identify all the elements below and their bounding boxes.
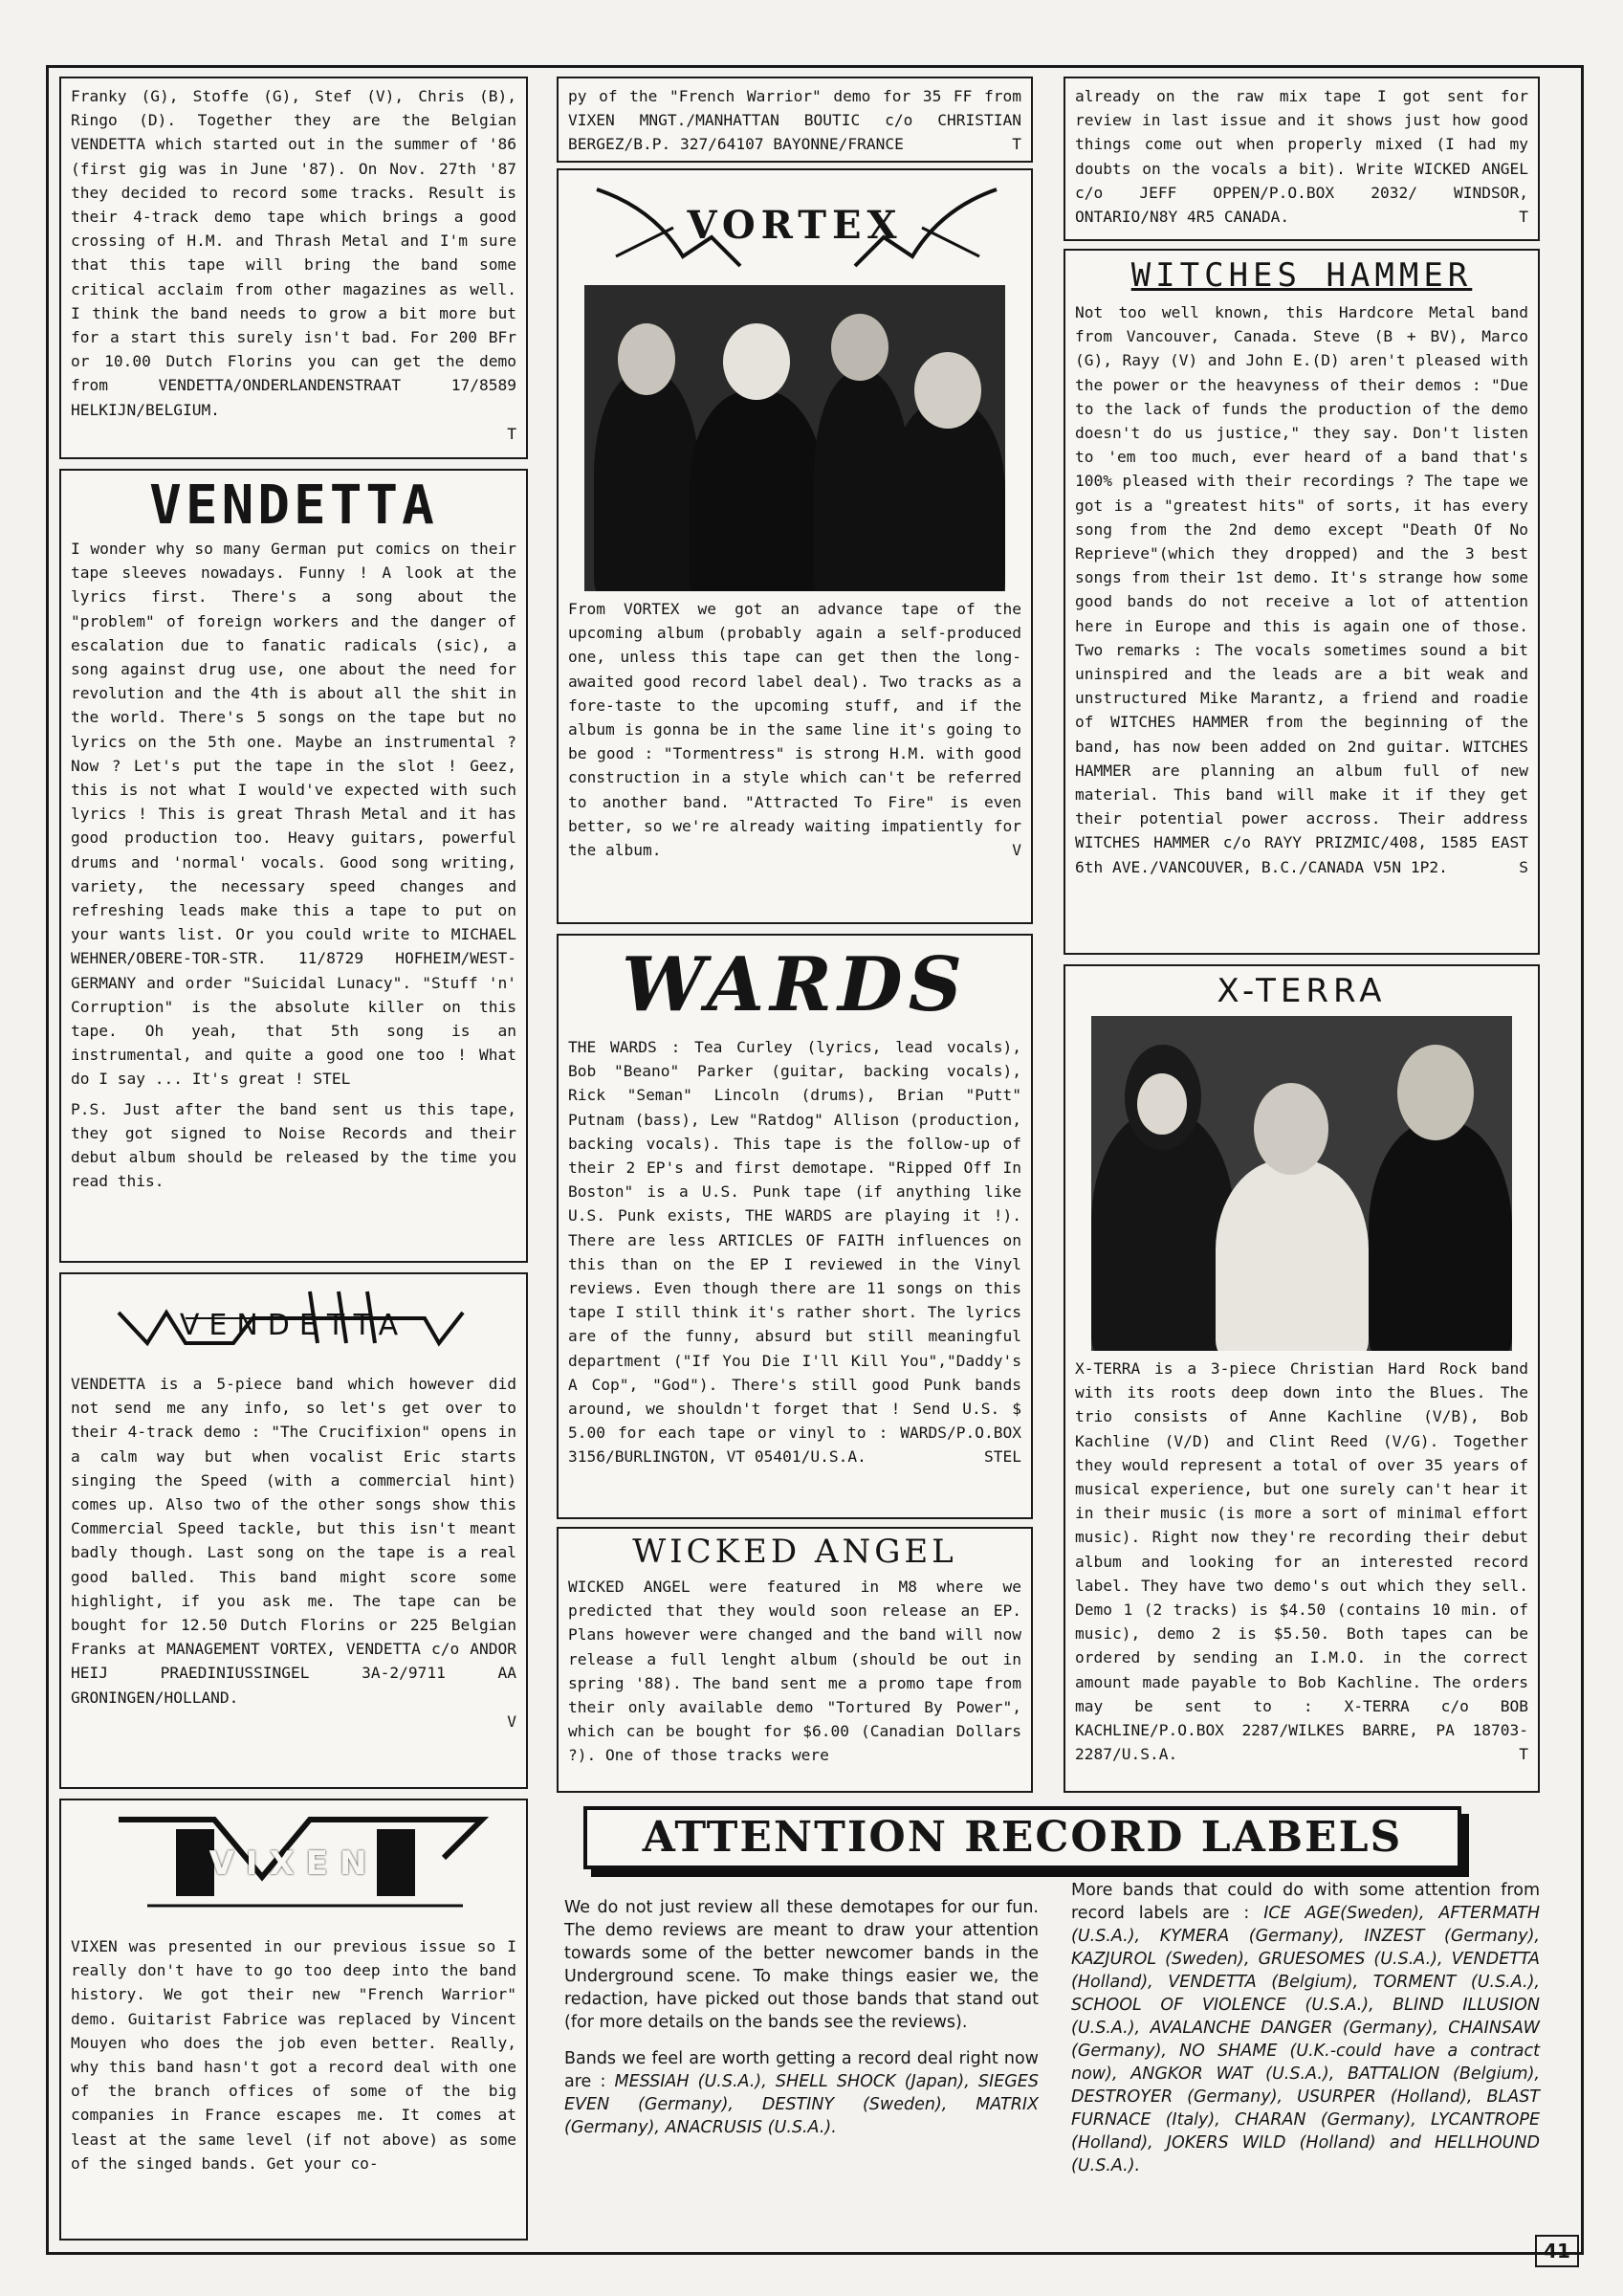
wards-review — [557, 934, 1033, 1519]
franky-review-box — [59, 77, 528, 459]
reviewer-signature: V — [1012, 841, 1021, 860]
reviewer-signature: T — [1519, 1745, 1528, 1764]
reviewer-signature: S — [1519, 857, 1528, 876]
wicked-angel-logo: WICKED ANGEL — [632, 1533, 957, 1571]
wards-text — [559, 1035, 1031, 1473]
vixen-logo — [61, 1800, 526, 1934]
x-terra-review — [1064, 964, 1540, 1793]
witches-hammer-logo: WITCHES HAMMER — [1130, 256, 1473, 295]
attention-more-bands: ICE AGE(Sweden), AFTERMATH (U.S.A.), KYMERA (Germany), INZEST (Germany), KAZJUROL (Sweden), GRUESOMES (U.S.A.), VENDETTA (Holland), VENDETTA (Belgium), TORMENT (U.S.A.), SCHOOL OF VIOLENCE (U.S.A.), BLIND ILLUSION (U.S.A.), AVALANCHE DANGER (Germany), CHAINSAW (Germany), NO SHAME (U.K.-could have a contract now), ANGKOR WAT (U.S.A.), BATTALION (Belgium), DESTROYER (Germany), USURPER (Holland), BLAST FURNACE (Italy), CHARAN (Germany), LYCANTROPE (Holland), JOKERS WILD (Holland) and HELLHOUND (U.S.A.). — [1071, 1904, 1540, 2175]
vixen-review — [59, 1799, 528, 2241]
attention-left-column — [564, 1896, 1039, 2139]
wards-body: THE WARDS : Tea Curley (lyrics, lead vocals), Bob "Beano" Parker (guitar, backing vocals), Rick "Seman" Lincoln (drums), Brian "Putt" Putnam (bass), Lew "Ratdog" Allison (production, backing vocals). This tape is the follow-up of their 2 EP's and first demotape. "Ripped Off In Boston" is a U.S. Punk tape (if anything like U.S. Punk exists, THE WARDS are playing it !). There are less ARTICLES OF FAITH influences on this than on the EP I reviewed in the Vinyl reviews. Even though there are 11 songs on this tape I still think it's rather short. The lyrics are of the funny, absurd but still meaningful department ("If You Die I'll Kill You","Daddy's A Cop", "God"). There's still good Punk bands around, we shouldn't forget that ! Send U.S. $ 5.00 for each tape or vinyl to : WARDS/P.O.BOX 3156/BURLINGTON, VT 05401/U.S.A. — [568, 1038, 1021, 1467]
vortex-logo — [559, 170, 1031, 285]
vixen-body: VIXEN was presented in our previous issue so I really don't have to go too deep into the band history. We got their new "French Warrior" demo. Guitarist Fabrice was replaced by Vincent Mouyen who does the job even better. Really, why this band hasn't got a record deal with one of the branch offices of some of the big companies in France escapes me. It comes at least at the same level (if not above) as some of the singed bands. Get your co- — [71, 1937, 516, 2173]
vixen-logo-text: VIXEN — [208, 1844, 379, 1883]
vortex-text — [559, 591, 1031, 866]
vortex-review — [557, 168, 1033, 924]
vixen-continued-body: py of the "French Warrior" demo for 35 FF from VIXEN MNGT./MANHATTAN BOUTIC c/o CHRISTIAN BERGEZ/B.P. 327/64107 BAYONNE/FRANCE — [568, 87, 1021, 154]
attention-banner-text: ATTENTION RECORD LABELS — [642, 1813, 1403, 1862]
vendetta-german-ps: P.S. Just after the band sent us this tape, they got signed to Noise Records and their debut album should be released by the time you read this. — [71, 1099, 516, 1191]
vendetta-belgian-text — [61, 1366, 526, 1737]
vortex-body: From VORTEX we got an advance tape of the upcoming album (probably again a self-produced one, unless this tape can get then the long-awaited good record label deal). Two tracks as a fore-taste to the upcoming stuff, and if the album is gonna be in the same line it's going to be good : "Tormentress" is strong H.M. with good construction in a style which can't be referred to another band. "Attracted To Fire" is even better, so we're already waiting impatiently for the album. — [568, 600, 1021, 860]
vendetta-belgian-logo-text: VENDETTA — [179, 1309, 408, 1342]
reviewer-signature: V — [507, 1711, 516, 1731]
attention-more-intro: More bands that could do with some attention from record labels are : — [1071, 1881, 1540, 1923]
reviewer-signature: T — [1012, 135, 1021, 154]
reviewer-signature: STEL — [984, 1447, 1021, 1467]
vixen-continued-text — [559, 78, 1031, 161]
x-terra-logo: X-TERRA — [1217, 972, 1387, 1010]
witches-hammer-body: Not too well known, this Hardcore Metal band from Vancouver, Canada. Steve (B + BV), Marco (G), Rayy (V) and John E.(D) aren't pleased with the power or the heavyness of their demos : "Due to the lack of funds the production of the demo doesn't do us justice," they say. Don't listen to 'em too much, ever heard of a band that's 100% pleased with their recordings ? The tape we got is a "greatest hits" of sorts, it has every song from the 2nd demo except "Death Of No Reprieve"(which they dropped) and the 3 best songs from their 1st demo. It's strange how some good bands do not receive a lot of attention here in Europe and this is again one of those. Two remarks : The vocals sometimes sound a bit uninspired and the leads are a bit weak and unstructured Mike Marantz, a friend and roadie of WITCHES HAMMER from the beginning of the band, has now been added on 2nd guitar. WITCHES HAMMER are planning an album full of new material. This band will make it if they get their potential power accross. Their address WITCHES HAMMER c/o RAYY PRIZMIC/408, 1585 EAST 6th AVE./VANCOUVER, B.C./CANADA V5N 1P2. — [1075, 303, 1528, 876]
vendetta-belgian-logo — [61, 1284, 526, 1366]
vixen-continued-box — [557, 77, 1033, 163]
page-number: 41 — [1535, 2235, 1579, 2267]
vortex-logo-text: VORTEX — [687, 203, 903, 248]
vendetta-belgian-body: VENDETTA is a 5-piece band which however did not send me any info, so let's get over to their 4-track demo : "The Crucifixion" opens in a calm way but when vocalist Eric starts singing the Speed (with a commercial hint) comes up. Also two of the other songs show this Commercial Speed tackle, but this isn't meant badly though. Last song on the tape is a real good balled. This band might score some highlight, if you ask me. The tape can be bought for 12.50 Dutch Florins or 225 Belgian Franks at MANAGEMENT VORTEX, VENDETTA c/o ANDOR HEIJ PRAEDINIUSSINGEL 3A-2/9711 AA GRONINGEN/HOLLAND. — [71, 1375, 516, 1707]
attention-right-column — [1071, 1879, 1540, 2177]
attention-intro-paragraph: We do not just review all these demotapes for our fun. The demo reviews are meant to draw your attention towards some of the better newcomer bands in the Underground scene. To make things easier we, the redaction, have picked out those bands that stand out (for more details on the bands see the reviews). — [564, 1898, 1039, 2032]
witches-hammer-text — [1065, 300, 1538, 883]
attention-worth-bands: MESSIAH (U.S.A.), SHELL SHOCK (Japan), SIEGES EVEN (Germany), DESTINY (Sweden), MATRIX (Germany), ANACRUSIS (U.S.A.). — [564, 2072, 1039, 2137]
vendetta-belgian-review — [59, 1272, 528, 1789]
vixen-text — [61, 1934, 526, 2179]
attention-worth-intro: Bands we feel are worth getting a record deal right now are : — [564, 2049, 1039, 2091]
x-terra-text — [1065, 1351, 1538, 1770]
x-terra-body: X-TERRA is a 3-piece Christian Hard Rock band with its roots deep down into the Blues. The trio consists of Anne Kachline (V/B), Bob Kachline (V/D) and Clint Reed (V/G). Together they would represent a total of over 35 years of musical experience, but one surely can't hear it in their music (is more a sort of minimal effort music). Right now they're recording their debut album and looking for an interested record label. They have two demo's out which they sell. Demo 1 (2 tracks) is $4.50 (contains 10 min. of music), demo 2 is $5.50. Both tapes can be ordered by sending an I.M.O. in the correct amount made payable to Bob Kachline. The orders may be sent to : X-TERRA c/o BOB KACHLINE/P.O.BOX 2287/WILKES BARRE, PA 18703-2287/U.S.A. — [1075, 1359, 1528, 1764]
attention-banner — [583, 1806, 1461, 1869]
vortex-band-photo — [584, 285, 1005, 591]
wicked-angel-continued-body: already on the raw mix tape I got sent for review in last issue and it shows just how good things come out when properly mixed (I had my doubts on the vocals a bit). Write WICKED ANGEL c/o JEFF OPPEN/P.O.BOX 2032/ WINDSOR, ONTARIO/N8Y 4R5 CANADA. — [1075, 87, 1528, 227]
wards-logo: WARDS — [622, 941, 968, 1028]
reviewer-signature: T — [1519, 208, 1528, 227]
vendetta-logo: VENDETTA — [149, 475, 438, 537]
attention-more-paragraph — [1071, 1879, 1540, 2177]
wicked-angel-continued-text — [1065, 78, 1538, 232]
attention-worth-paragraph — [564, 2047, 1039, 2139]
vendetta-german-review — [59, 469, 528, 1263]
reviewer-signature: T — [507, 424, 516, 443]
vendetta-german-text — [61, 537, 526, 1197]
x-terra-band-photo — [1091, 1016, 1512, 1351]
vendetta-german-body: I wonder why so many German put comics on their tape sleeves nowadays. Funny ! A look at the lyrics first. There's a song about the "problem" of foreign workers and the danger of escalation due to fanatic radicals (sic), a song against drug use, one about the need for revolution and the 4th is about all the shit in the world. There's 5 songs on the tape but no lyrics on the 5th one. Maybe an instrumental ? Now ? Let's put the tape in the slot ! Geez, this is not what I would've expected with such lyrics ! This is great Thrash Metal and it has good production too. Heavy guitars, powerful drums and 'normal' vocals. Good song writing, variety, the necessary speed changes and refreshing leads make this a tape to put on your wants list. Or you could write to MICHAEL WEHNER/OBERE-TOR-STR. 11/8729 HOFHEIM/WEST-GERMANY and order "Suicidal Lunacy". "Stuff 'n' Corruption" is the absolute killer on this tape. Oh yeah, that 5th song is an instrumental, and quite a good one too ! What do I say ... It's great ! STEL — [71, 540, 516, 1089]
witches-hammer-review — [1064, 249, 1540, 955]
franky-review-body: Franky (G), Stoffe (G), Stef (V), Chris (B), Ringo (D). Together they are the Belgian VENDETTA which started out in the summer of '86 (first gig was in June '87). On Nov. 27th '87 they decided to record some tracks. Result is their 4-track demo tape which brings a good crossing of H.M. and Thrash Metal and I'm sure that this tape will bring the band some critical acclaim from other magazines as well. I think the band needs to grow a bit more but for a start this surely isn't bad. For 200 BFr or 10.00 Dutch Florins you can get the demo from VENDETTA/ONDERLANDENSTRAAT 17/8589 HELKIJN/BELGIUM. — [71, 87, 516, 419]
wicked-angel-continued-box — [1064, 77, 1540, 241]
wicked-angel-text — [559, 1575, 1031, 1772]
franky-review-text — [61, 78, 526, 450]
wicked-angel-body: WICKED ANGEL were featured in M8 where we predicted that they would soon release an EP. Plans however were changed and the band will now release a full lenght album (should be out in spring '88). The band sent me a promo tape from their only available demo "Tortured By Power", which can be bought for $6.00 (Canadian Dollars ?). One of those tracks were — [568, 1578, 1021, 1765]
wicked-angel-review — [557, 1527, 1033, 1793]
